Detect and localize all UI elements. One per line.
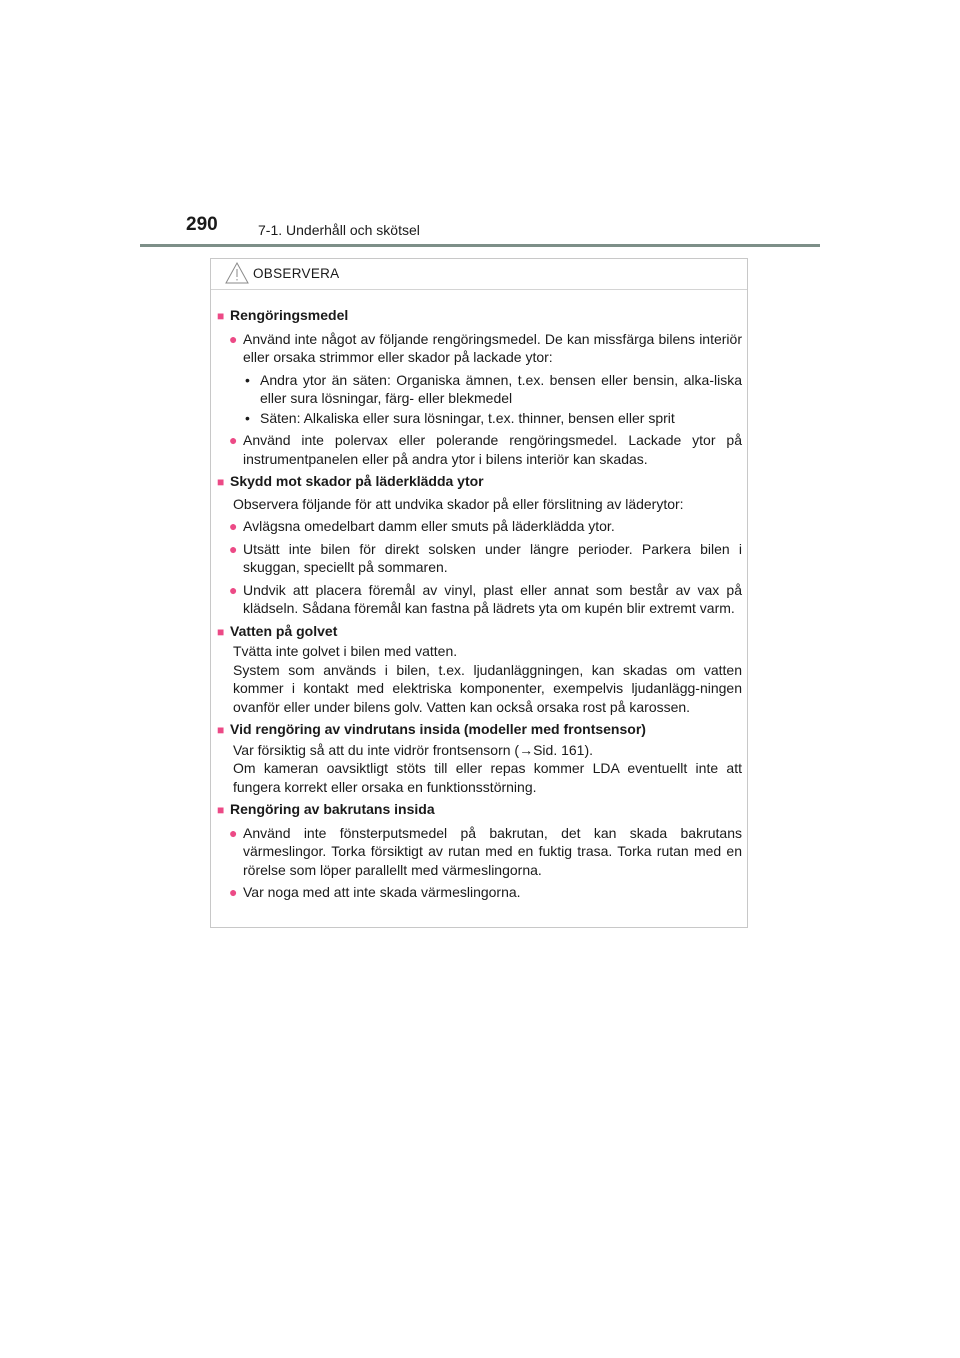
dot-bullet-icon: ● — [229, 884, 238, 900]
section-intro: Observera följande för att undvika skador på eller förslitning av läderytor: — [233, 495, 684, 512]
page-number: 290 — [186, 214, 218, 235]
square-bullet-icon: ■ — [217, 624, 225, 639]
notice-title: OBSERVERA — [253, 266, 340, 281]
dot-bullet-icon: ● — [229, 432, 238, 448]
dot-bullet-icon: ● — [229, 518, 238, 534]
list-item: ● Använd inte något av följande rengöringsmedel. De kan missfärga bilens interiör eller orsaka strimmor eller skador på lackade ytor: — [229, 330, 742, 365]
list-item: ● Använd inte fönsterputsmedel på bakrutan, det kan skada bakrutans värmeslingor. Torka försiktigt av rutan med en fuktig trasa. Torka rutan med en rörelse som löper parallellt med värmeslingorna. — [229, 824, 742, 878]
notice-box — [210, 258, 748, 928]
square-bullet-icon: ■ — [217, 309, 225, 323]
dot-bullet-icon: ● — [229, 581, 238, 598]
list-item: ● Använd inte polervax eller polerande rengöringsmedel. Lackade ytor på instrumentpanelen eller på andra ytor i bilens interiör kan skadas. — [229, 432, 742, 467]
paragraph-line: Tvätta inte golvet i bilen med vatten. — [233, 643, 458, 659]
warning-triangle-icon — [224, 261, 250, 285]
section-title: 7-1. Underhåll och skötsel — [258, 222, 420, 238]
header-rule — [140, 244, 820, 247]
section-paragraph — [217, 642, 742, 716]
sub-bullet-icon: • — [245, 409, 250, 426]
section-heading: ■ Rengöringsmedel — [217, 306, 742, 326]
section-paragraph — [217, 741, 742, 797]
list-item: ● Avlägsna omedelbart damm eller smuts på läderklädda ytor. — [229, 518, 615, 534]
section-heading: ■ Vatten på golvet — [217, 622, 742, 642]
notice-header — [211, 259, 747, 290]
square-bullet-icon: ■ — [217, 723, 225, 737]
sub-list-item: • Säten: Alkaliska eller sura lösningar, t.ex. thinner, bensen eller sprit — [245, 409, 675, 426]
paragraph-line: Om kameran oavsiktligt stöts till eller repas kommer LDA eventuellt inte att fungera korrekt eller orsaka en funktionsstörning. — [233, 760, 742, 795]
notice-body — [211, 290, 747, 902]
section-heading: ■ Rengöring av bakrutans insida — [217, 800, 742, 820]
section-heading: ■ Vid rengöring av vindrutans insida (modeller med frontsensor) — [217, 720, 742, 740]
paragraph-line: Var försiktig så att du inte vidrör frontsensorn (→Sid. 161). — [233, 741, 594, 758]
sub-bullet-icon: • — [245, 371, 250, 388]
list-item: ● Utsätt inte bilen för direkt solsken under längre perioder. Parkera bilen i skuggan, speciellt på sommaren. — [229, 540, 742, 575]
list-item: ● Var noga med att inte skada värmeslingorna. — [229, 884, 521, 900]
square-bullet-icon: ■ — [217, 475, 225, 489]
paragraph-line: System som används i bilen, t.ex. ljudanläggningen, kan skadas om vatten kommer i kontakt med elektriska komponenter, exempelvis ljudanlägg-ningen ovanför eller under bilens golv. Vatten kan också orsaka rost på karossen. — [233, 661, 742, 715]
section-heading: ■ Skydd mot skador på läderklädda ytor — [217, 472, 742, 492]
dot-bullet-icon: ● — [229, 330, 238, 347]
square-bullet-icon: ■ — [217, 803, 225, 817]
dot-bullet-icon: ● — [229, 824, 238, 841]
list-item: ● Undvik att placera föremål av vinyl, plast eller annat som består av vax på klädseln. Sådana föremål kan fastna på lädrets yta om kupén blir extremt varm. — [229, 581, 742, 616]
sub-list-item: • Andra ytor än säten: Organiska ämnen, t.ex. bensen eller bensin, alka-liska eller sura lösningar, färg- eller blekmedel — [245, 371, 742, 406]
dot-bullet-icon: ● — [229, 540, 238, 557]
